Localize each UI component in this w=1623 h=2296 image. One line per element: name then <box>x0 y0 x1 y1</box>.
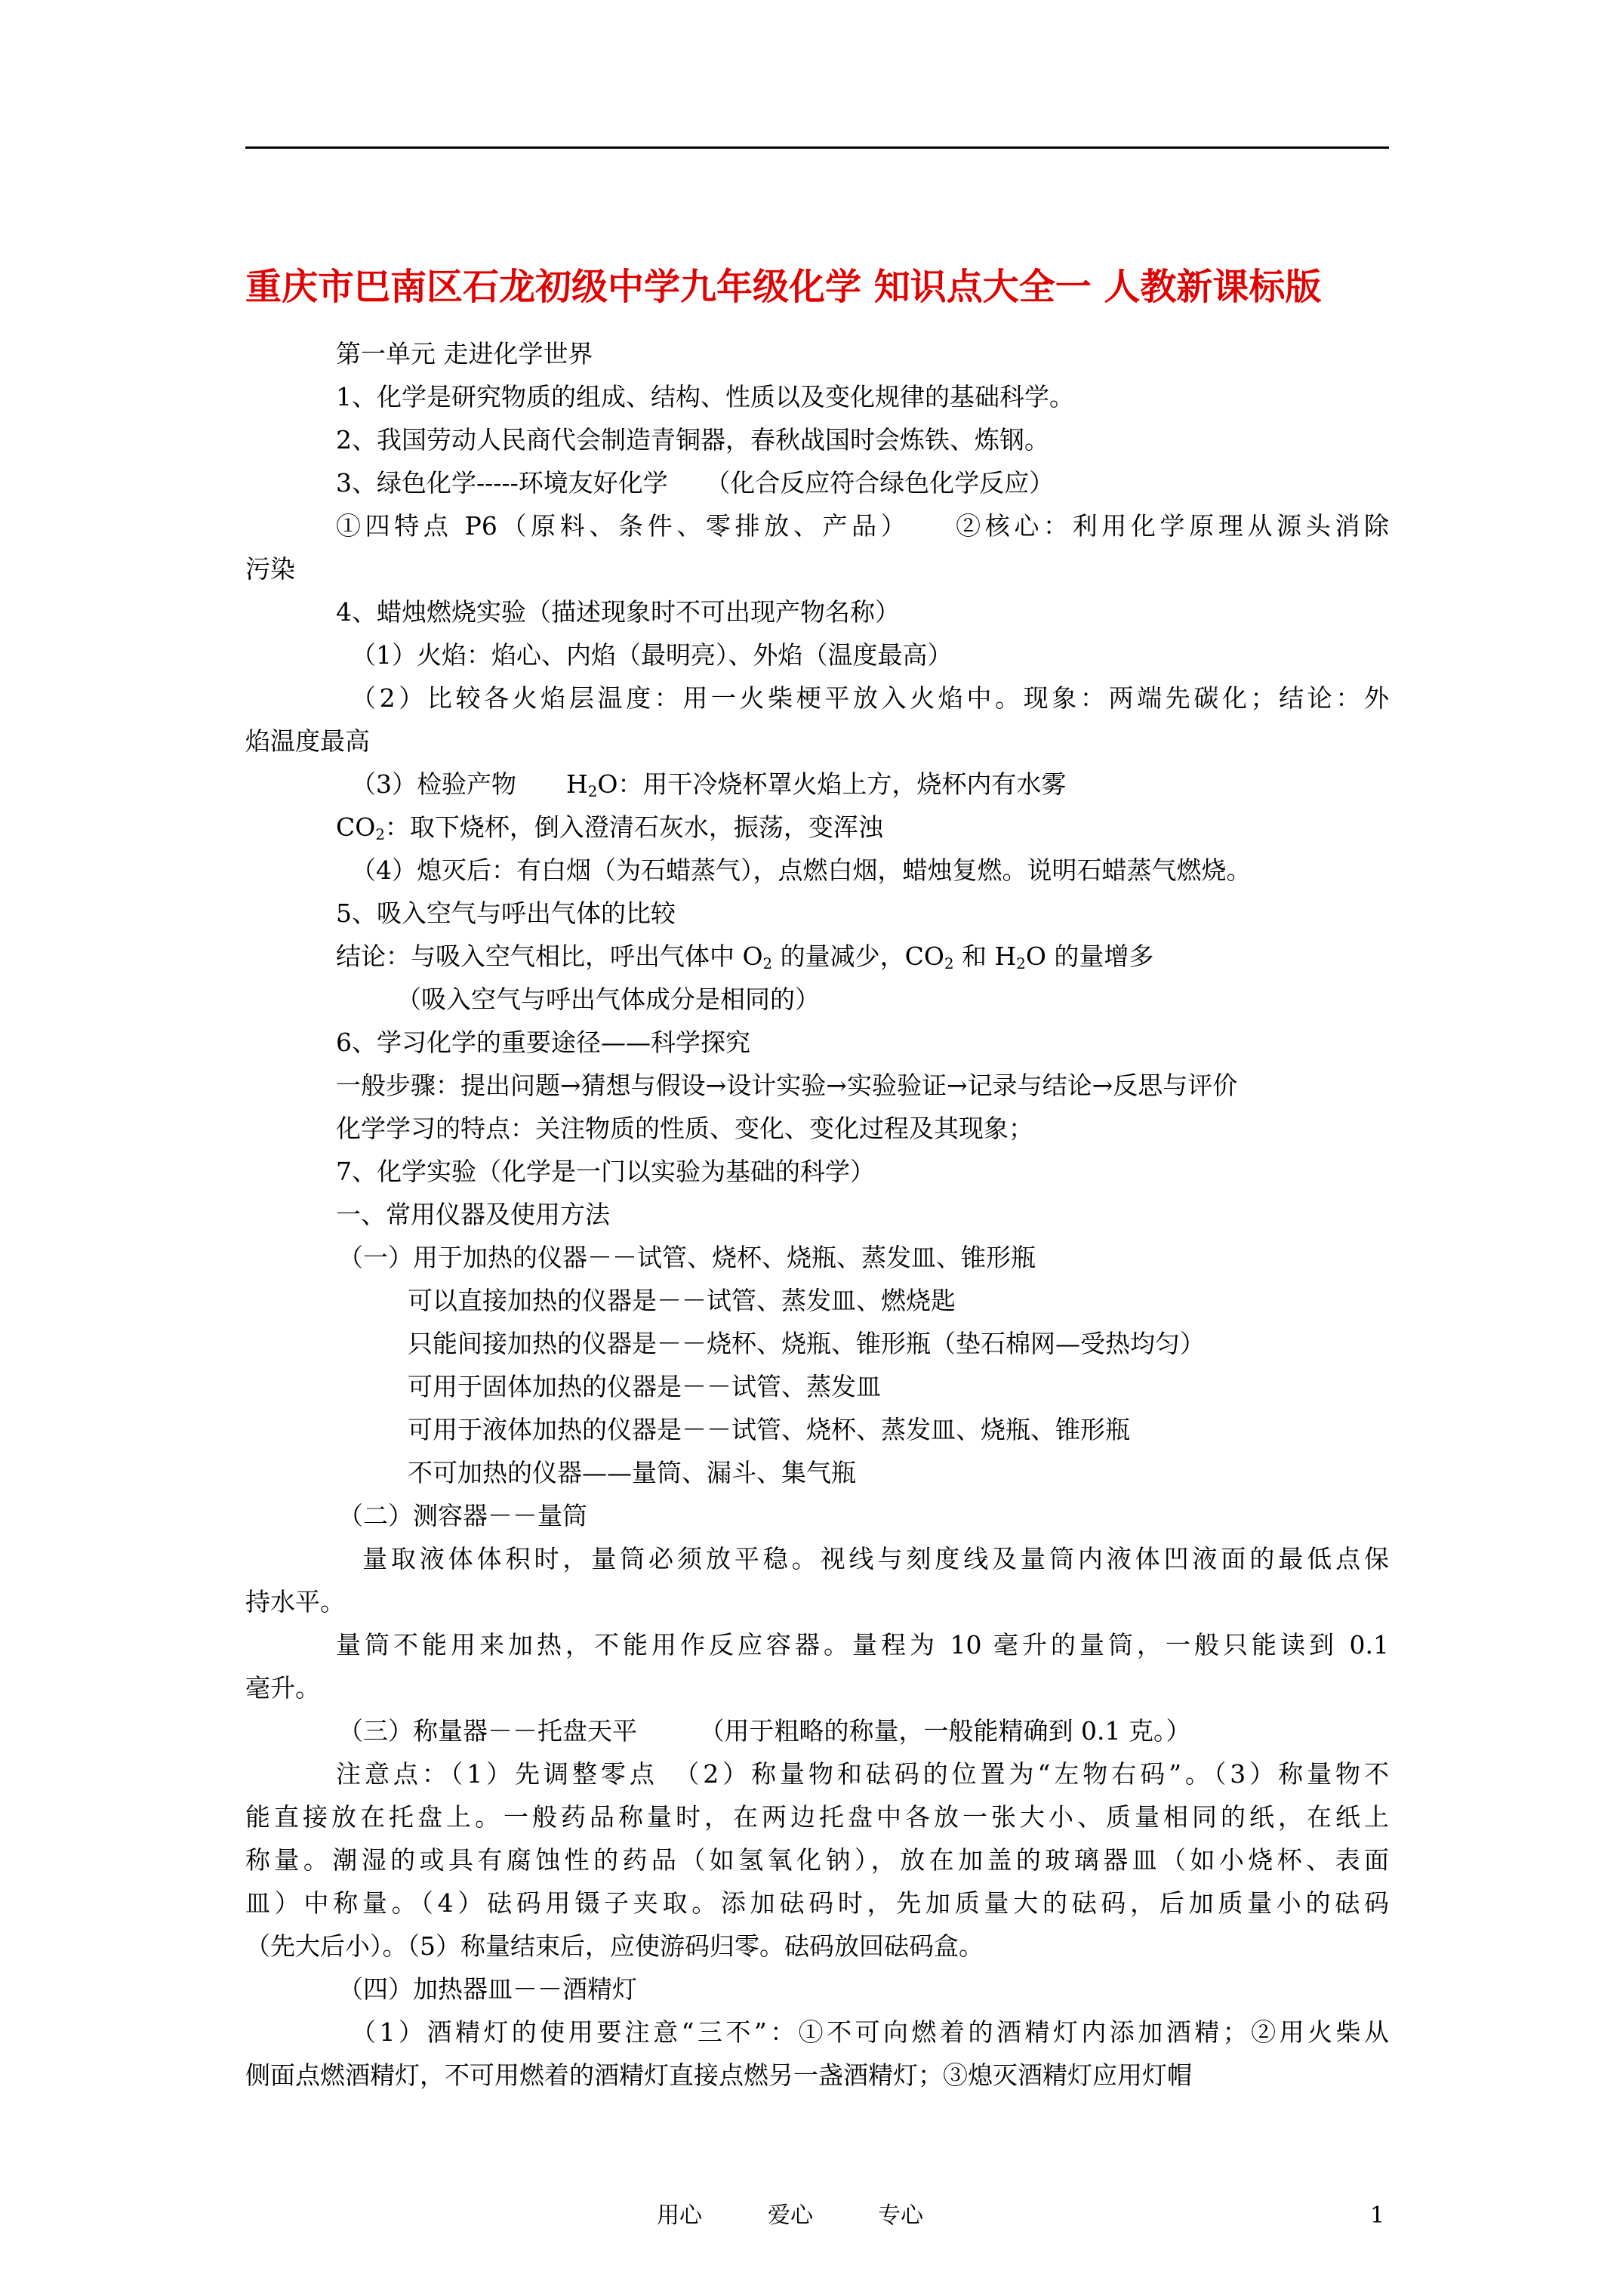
paragraph-line: 注意点：（1）先调整零点 （2）称量物和砝码的位置为“左物右码”。（3）称量物不 <box>336 1759 1389 1789</box>
paragraph-line: （先大后小）。（5）称量结束后，应使游码归零。砝码放回砝码盒。 <box>245 1931 984 1961</box>
paragraph-line: 焰温度最高 <box>245 726 370 756</box>
paragraph-line: （四）加热器皿－－酒精灯 <box>338 1974 637 2004</box>
paragraph-line: 持水平。 <box>245 1587 345 1616</box>
paragraph-line: （1）酒精灯的使用要注意“三不”：①不可向燃着的酒精灯内添加酒精；②用火柴从 <box>351 2017 1389 2047</box>
paragraph-line: 2、我国劳动人民商代会制造青铜器，春秋战国时会炼铁、炼钢。 <box>336 425 1049 455</box>
paragraph-line: （4）熄灭后：有白烟（为石蜡蒸气），点燃白烟，蜡烛复燃。说明石蜡蒸气燃烧。 <box>351 855 1252 885</box>
paragraph-line: 4、蜡烛燃烧实验（描述现象时不可出现产物名称） <box>336 597 900 627</box>
page-number: 1 <box>1370 2202 1385 2229</box>
paragraph-line: 皿）中称量。（4）砝码用镊子夹取。添加砝码时，先加质量大的砝码，后加质量小的砝码 <box>245 1888 1389 1918</box>
paragraph-line: 化学学习的特点：关注物质的性质、变化、变化过程及其现象； <box>336 1114 1033 1143</box>
paragraph-line: 能直接放在托盘上。一般药品称量时，在两边托盘中各放一张大小、质量相同的纸，在纸上 <box>245 1802 1389 1832</box>
paragraph-line: 一般步骤：提出问题→猜想与假设→设计实验→实验验证→记录与结论→反思与评价 <box>336 1071 1238 1100</box>
paragraph-line: 不可加热的仪器——量筒、漏斗、集气瓶 <box>408 1458 856 1487</box>
document-title: 重庆市巴南区石龙初级中学九年级化学 知识点大全一 人教新课标版 <box>245 266 1322 308</box>
paragraph-line: 可用于固体加热的仪器是－－试管、蒸发皿 <box>408 1372 881 1401</box>
section-heading: 一、常用仪器及使用方法 <box>336 1200 610 1229</box>
footer-motto-1: 用心 <box>657 2202 702 2229</box>
paragraph-line: （1）火焰：焰心、内焰（最明亮）、外焰（温度最高） <box>351 640 953 670</box>
paragraph-line: （3）检验产物 $H_2O$：用干冷烧杯罩火焰上方，烧杯内有水雾 <box>351 769 1067 800</box>
paragraph-line: $CO_2$：取下烧杯，倒入澄清石灰水，振荡，变浑浊 <box>336 812 883 843</box>
paragraph-line: 可以直接加热的仪器是－－试管、蒸发皿、燃烧匙 <box>408 1286 956 1315</box>
paragraph-line: 量筒不能用来加热，不能用作反应容器。量程为 10 毫升的量筒，一般只能读到 0.1 <box>336 1630 1389 1660</box>
paragraph-line: 毫升。 <box>245 1673 320 1703</box>
paragraph-line: 量取液体体积时，量筒必须放平稳。视线与刻度线及量筒内液体凹液面的最低点保 <box>362 1544 1389 1573</box>
footer-motto-3: 专心 <box>878 2202 923 2229</box>
paragraph-line: 1、化学是研究物质的组成、结构、性质以及变化规律的基础科学。 <box>336 382 1074 411</box>
paragraph-line: 结论：与吸入空气相比，呼出气体中 $O_2$ 的量减少，$CO_2$ 和 $H_2O$ 的量增多 <box>336 942 1154 972</box>
header-rule <box>245 146 1389 149</box>
paragraph-line: ①四特点 P6（原料、条件、零排放、产品） ②核心：利用化学原理从源头消除 <box>336 511 1389 541</box>
footer-motto-2: 爱心 <box>768 2202 813 2229</box>
paragraph-line: （吸入空气与呼出气体成分是相同的） <box>396 985 820 1014</box>
paragraph-line: 可用于液体加热的仪器是－－试管、烧杯、蒸发皿、烧瓶、锥形瓶 <box>408 1415 1130 1444</box>
paragraph-line: （一）用于加热的仪器－－试管、烧杯、烧瓶、蒸发皿、锥形瓶 <box>338 1243 1036 1272</box>
paragraph-line: 侧面点燃酒精灯，不可用燃着的酒精灯直接点燃另一盏酒精灯；③熄灭酒精灯应用灯帽 <box>245 2060 1192 2090</box>
paragraph-line: 7、化学实验（化学是一门以实验为基础的科学） <box>336 1157 875 1186</box>
paragraph-line: 只能间接加热的仪器是－－烧杯、烧瓶、锥形瓶（垫石棉网—受热均匀） <box>408 1329 1205 1358</box>
paragraph-line: 3、绿色化学-----环境友好化学 （化合反应符合绿色化学反应） <box>336 468 1055 498</box>
paragraph-line: （三）称量器－－托盘天平 （用于粗略的称量，一般能精确到 0.1 克。） <box>338 1716 1191 1746</box>
paragraph-line: 6、学习化学的重要途径——科学探究 <box>336 1028 750 1057</box>
paragraph-line: 称量。潮湿的或具有腐蚀性的药品（如氢氧化钠），放在加盖的玻璃器皿（如小烧杯、表面 <box>245 1845 1389 1875</box>
unit-heading: 第一单元 走进化学世界 <box>336 339 593 368</box>
paragraph-line: （2）比较各火焰层温度：用一火柴梗平放入火焰中。现象：两端先碳化；结论：外 <box>351 683 1389 713</box>
paragraph-line: 污染 <box>245 554 295 584</box>
paragraph-line: （二）测容器－－量筒 <box>338 1501 587 1530</box>
paragraph-line: 5、吸入空气与呼出气体的比较 <box>336 898 676 928</box>
